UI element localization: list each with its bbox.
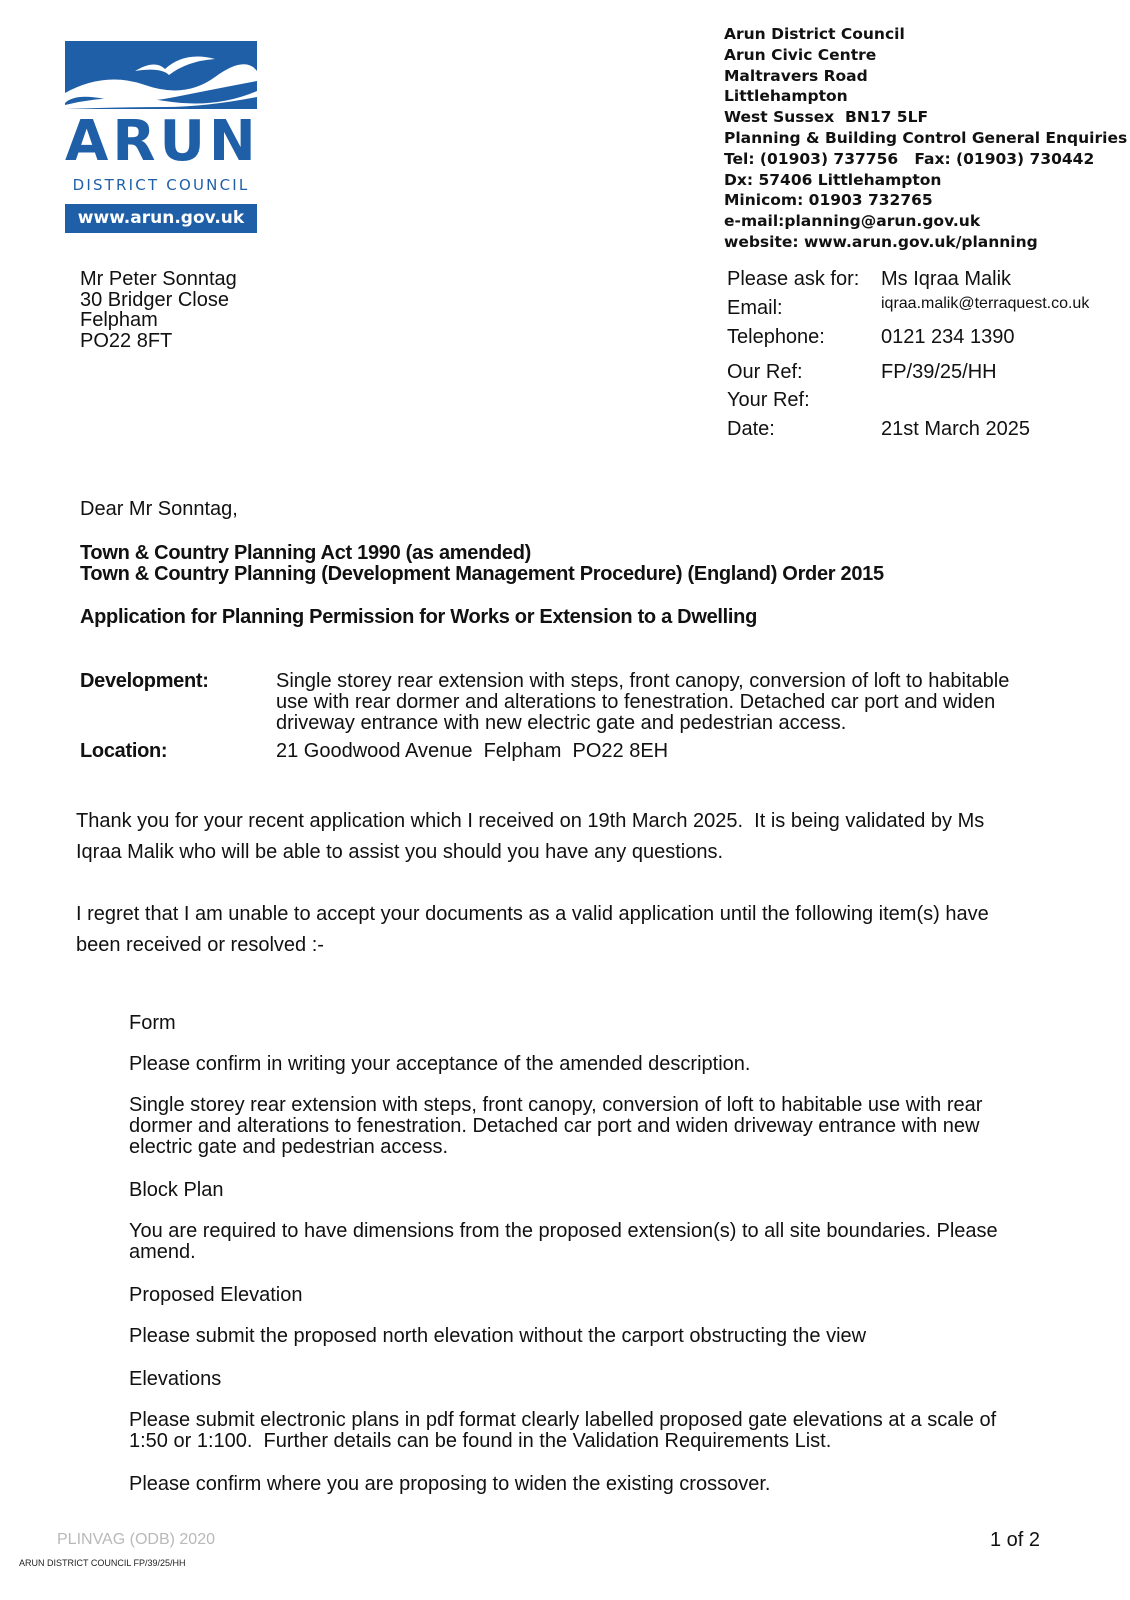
our-ref-value: FP/39/25/HH xyxy=(881,361,997,383)
email-label: Email: xyxy=(727,297,783,319)
item-block-plan-dimensions xyxy=(129,1221,998,1263)
address-line: Planning & Building Control General Enquiries xyxy=(724,128,1128,147)
address-line: Arun District Council xyxy=(724,25,905,43)
address-line: Arun Civic Centre xyxy=(724,45,877,64)
address-line: West Sussex BN17 5LF xyxy=(724,108,929,127)
application-type: Application for Planning Permission for Works or Extension to a Dwelling xyxy=(80,606,758,628)
item-line: dormer and alterations to fenestration. Detached car port and widen driveway entrance with new xyxy=(129,1115,980,1137)
development-line: Single storey rear extension with steps, front canopy, conversion of loft to habitable xyxy=(276,670,1010,692)
item-line: You are required to have dimensions from the proposed extension(s) to all site boundaries. Please xyxy=(129,1220,998,1242)
item-line: 1:50 or 1:100. Further details can be found in the Validation Requirements List. xyxy=(129,1430,832,1452)
email-value: iqraa.malik@terraquest.co.uk xyxy=(881,295,1090,312)
recipient-line: Mr Peter Sonntag xyxy=(80,268,237,290)
recipient-line: Felpham xyxy=(80,309,158,331)
item-heading-proposed-elevation: Proposed Elevation xyxy=(129,1284,303,1306)
item-heading-block-plan: Block Plan xyxy=(129,1179,224,1201)
footer-reference: ARUN DISTRICT COUNCIL FP/39/25/HH xyxy=(19,1558,186,1568)
salutation: Dear Mr Sonntag, xyxy=(80,498,238,520)
development-label: Development: xyxy=(80,670,209,692)
telephone-value: 0121 234 1390 xyxy=(881,326,1015,348)
address-line: Dx: 57406 Littlehampton xyxy=(724,170,942,189)
date-value: 21st March 2025 xyxy=(881,418,1030,440)
address-line: Tel: (01903) 737756 Fax: (01903) 730442 xyxy=(724,149,1095,168)
paragraph-invalid xyxy=(76,899,989,961)
address-line: Littlehampton xyxy=(724,87,848,106)
address-line: e-mail:planning@arun.gov.uk xyxy=(724,212,981,231)
your-ref-label: Your Ref: xyxy=(727,389,810,411)
development-line: use with rear dormer and alterations to fenestration. Detached car port and widen xyxy=(276,691,996,713)
address-line: Maltravers Road xyxy=(724,66,868,85)
development-description xyxy=(276,671,1009,734)
logo-subtitle: DISTRICT COUNCIL xyxy=(72,176,250,194)
item-line: amend. xyxy=(129,1241,196,1263)
paragraph-line: Iqraa Malik who will be able to assist you should you have any questions. xyxy=(76,841,724,863)
item-line: electric gate and pedestrian access. xyxy=(129,1136,449,1158)
item-line: Please submit electronic plans in pdf format clearly labelled proposed gate elevations at a scale of xyxy=(129,1409,997,1431)
paragraph-line: been received or resolved :- xyxy=(76,934,324,956)
logo-wordmark: ARUN xyxy=(65,109,260,174)
address-line: website: www.arun.gov.uk/planning xyxy=(724,232,1038,251)
development-line: driveway entrance with new electric gate and pedestrian access. xyxy=(276,712,847,734)
item-line: Single storey rear extension with steps, front canopy, conversion of loft to habitable use with rear xyxy=(129,1094,983,1116)
recipient-address xyxy=(80,269,237,351)
recipient-line: PO22 8FT xyxy=(80,329,173,352)
heading-order: Town & Country Planning (Development Management Procedure) (England) Order 2015 xyxy=(80,563,884,585)
item-crossover: Please confirm where you are proposing to widen the existing crossover. xyxy=(129,1473,771,1495)
address-line: Minicom: 01903 732765 xyxy=(724,191,933,210)
form-code: PLINVAG (ODB) 2020 xyxy=(57,1531,215,1548)
paragraph-line: I regret that I am unable to accept your documents as a valid application until the following item(s) have xyxy=(76,903,989,925)
item-north-elevation: Please submit the proposed north elevation without the carport obstructing the view xyxy=(129,1325,867,1347)
recipient-line: 30 Bridger Close xyxy=(80,288,229,311)
telephone-label: Telephone: xyxy=(727,326,825,348)
page-number: 1 of 2 xyxy=(990,1529,1041,1551)
council-address xyxy=(724,24,1127,253)
logo-url: www.arun.gov.uk xyxy=(65,204,257,233)
item-heading-elevations: Elevations xyxy=(129,1368,222,1390)
ask-for-label: Please ask for: xyxy=(727,268,860,290)
item-confirm-description: Please confirm in writing your acceptance of the amended description. xyxy=(129,1053,751,1075)
heading-act: Town & Country Planning Act 1990 (as amended) xyxy=(80,542,532,564)
paragraph-received xyxy=(76,806,984,868)
ask-for-value: Ms Iqraa Malik xyxy=(881,268,1012,290)
date-label: Date: xyxy=(727,418,775,440)
council-logo xyxy=(65,41,260,233)
item-gate-elevations xyxy=(129,1410,996,1452)
location-value: 21 Goodwood Avenue Felpham PO22 8EH xyxy=(276,740,669,762)
our-ref-label: Our Ref: xyxy=(727,361,803,383)
location-label: Location: xyxy=(80,740,168,762)
paragraph-line: Thank you for your recent application which I received on 19th March 2025. It is being validated by Ms xyxy=(76,810,985,832)
seagull-wave-icon xyxy=(65,41,257,109)
item-amended-description xyxy=(129,1095,982,1158)
logo-banner xyxy=(65,41,257,109)
item-heading-form: Form xyxy=(129,1012,176,1034)
